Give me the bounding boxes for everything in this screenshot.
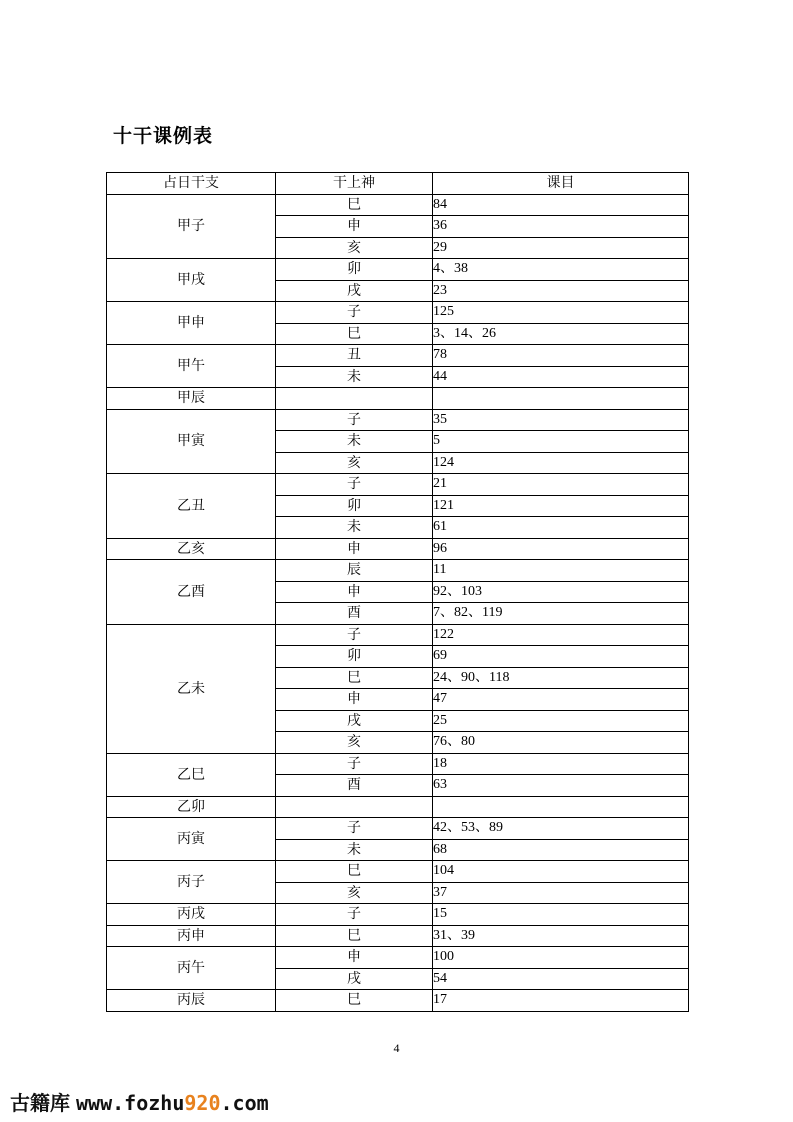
day-cell: 丙戌 — [107, 904, 276, 926]
page-title: 十干课例表 — [113, 125, 214, 147]
stem-god-cell: 酉 — [276, 603, 433, 625]
table-row — [107, 947, 689, 969]
stem-god-cell: 子 — [276, 474, 433, 496]
lesson-cell: 61 — [433, 517, 689, 539]
stem-god-cell: 子 — [276, 624, 433, 646]
table-row — [107, 796, 689, 818]
stem-god-cell: 丑 — [276, 345, 433, 367]
lesson-cell: 122 — [433, 624, 689, 646]
table-row — [107, 302, 689, 324]
header-day: 占日干支 — [107, 173, 276, 195]
stem-god-cell: 申 — [276, 581, 433, 603]
stem-god-cell: 巳 — [276, 925, 433, 947]
stem-god-cell: 亥 — [276, 882, 433, 904]
table-body — [107, 194, 689, 1011]
table-row — [107, 818, 689, 840]
stem-god-cell: 亥 — [276, 452, 433, 474]
table-row — [107, 474, 689, 496]
table-row — [107, 388, 689, 410]
day-cell: 甲辰 — [107, 388, 276, 410]
lesson-cell — [433, 796, 689, 818]
lesson-cell: 76、80 — [433, 732, 689, 754]
day-cell: 乙巳 — [107, 753, 276, 796]
lesson-cell: 63 — [433, 775, 689, 797]
lesson-cell: 54 — [433, 968, 689, 990]
day-cell: 甲申 — [107, 302, 276, 345]
day-cell: 甲午 — [107, 345, 276, 388]
stem-god-cell: 巳 — [276, 861, 433, 883]
lesson-cell — [433, 388, 689, 410]
lesson-cell: 121 — [433, 495, 689, 517]
day-cell: 甲寅 — [107, 409, 276, 474]
lesson-cell: 31、39 — [433, 925, 689, 947]
stem-god-cell: 巳 — [276, 194, 433, 216]
lesson-cell: 42、53、89 — [433, 818, 689, 840]
stem-god-cell: 辰 — [276, 560, 433, 582]
stem-god-cell: 巳 — [276, 667, 433, 689]
lesson-cell: 100 — [433, 947, 689, 969]
lesson-cell: 29 — [433, 237, 689, 259]
stem-god-cell: 酉 — [276, 775, 433, 797]
stem-god-cell: 亥 — [276, 732, 433, 754]
lesson-cell: 78 — [433, 345, 689, 367]
lesson-cell: 7、82、119 — [433, 603, 689, 625]
lesson-cell: 125 — [433, 302, 689, 324]
stem-god-cell: 子 — [276, 302, 433, 324]
watermark — [10, 1087, 269, 1116]
stem-god-cell: 卯 — [276, 259, 433, 281]
day-cell: 乙卯 — [107, 796, 276, 818]
table-row — [107, 753, 689, 775]
table-row — [107, 624, 689, 646]
stem-god-cell: 巳 — [276, 323, 433, 345]
lesson-cell: 24、90、118 — [433, 667, 689, 689]
stem-god-cell: 戌 — [276, 968, 433, 990]
watermark-site-name: 古籍库 — [10, 1091, 70, 1115]
day-cell: 丙午 — [107, 947, 276, 990]
table-row — [107, 861, 689, 883]
lesson-cell: 84 — [433, 194, 689, 216]
stem-god-cell: 子 — [276, 904, 433, 926]
lesson-cell: 124 — [433, 452, 689, 474]
lesson-cell: 92、103 — [433, 581, 689, 603]
table-row — [107, 538, 689, 560]
stem-god-cell: 子 — [276, 753, 433, 775]
stem-god-cell: 申 — [276, 216, 433, 238]
day-cell: 丙子 — [107, 861, 276, 904]
stem-god-cell: 申 — [276, 538, 433, 560]
lesson-cell: 47 — [433, 689, 689, 711]
stem-god-cell: 子 — [276, 409, 433, 431]
stem-god-cell: 亥 — [276, 237, 433, 259]
stem-god-cell: 卯 — [276, 495, 433, 517]
stem-god-cell: 申 — [276, 689, 433, 711]
table-row — [107, 345, 689, 367]
header-stem-god: 干上神 — [276, 173, 433, 195]
table-row — [107, 925, 689, 947]
stem-god-cell — [276, 388, 433, 410]
table-row — [107, 904, 689, 926]
stem-god-cell: 卯 — [276, 646, 433, 668]
stem-god-cell: 未 — [276, 517, 433, 539]
stem-god-cell: 戌 — [276, 280, 433, 302]
lesson-cell: 23 — [433, 280, 689, 302]
lesson-cell: 69 — [433, 646, 689, 668]
lesson-cell: 25 — [433, 710, 689, 732]
stem-god-cell: 子 — [276, 818, 433, 840]
stem-god-cell — [276, 796, 433, 818]
stem-god-cell: 戌 — [276, 710, 433, 732]
stem-god-cell: 巳 — [276, 990, 433, 1012]
lesson-cell: 68 — [433, 839, 689, 861]
lesson-cell: 44 — [433, 366, 689, 388]
day-cell: 甲戌 — [107, 259, 276, 302]
day-cell: 丙申 — [107, 925, 276, 947]
lesson-cell: 5 — [433, 431, 689, 453]
lesson-cell: 21 — [433, 474, 689, 496]
table-row — [107, 990, 689, 1012]
lesson-cell: 104 — [433, 861, 689, 883]
day-cell: 乙亥 — [107, 538, 276, 560]
day-cell: 丙辰 — [107, 990, 276, 1012]
lesson-cell: 3、14、26 — [433, 323, 689, 345]
lesson-cell: 4、38 — [433, 259, 689, 281]
table-row — [107, 560, 689, 582]
watermark-url-prefix: www.fozhu — [76, 1091, 185, 1115]
header-lesson: 课目 — [433, 173, 689, 195]
lesson-cell: 18 — [433, 753, 689, 775]
table-row — [107, 409, 689, 431]
lesson-cell: 15 — [433, 904, 689, 926]
day-cell: 丙寅 — [107, 818, 276, 861]
day-cell: 乙丑 — [107, 474, 276, 539]
lesson-cell: 17 — [433, 990, 689, 1012]
watermark-url-suffix: .com — [220, 1091, 269, 1115]
day-cell: 乙酉 — [107, 560, 276, 625]
lesson-cell: 36 — [433, 216, 689, 238]
page-number: 4 — [393, 1041, 400, 1055]
stem-god-cell: 申 — [276, 947, 433, 969]
watermark-url-number: 920 — [184, 1091, 221, 1115]
lesson-cell: 37 — [433, 882, 689, 904]
day-cell: 乙未 — [107, 624, 276, 753]
lesson-cell: 35 — [433, 409, 689, 431]
table-header-row — [107, 173, 689, 195]
table-row — [107, 259, 689, 281]
lesson-cell: 96 — [433, 538, 689, 560]
day-cell: 甲子 — [107, 194, 276, 259]
stem-god-cell: 未 — [276, 431, 433, 453]
lesson-cell: 11 — [433, 560, 689, 582]
stem-god-cell: 未 — [276, 839, 433, 861]
lesson-table — [106, 172, 689, 1012]
stem-god-cell: 未 — [276, 366, 433, 388]
table-row — [107, 194, 689, 216]
